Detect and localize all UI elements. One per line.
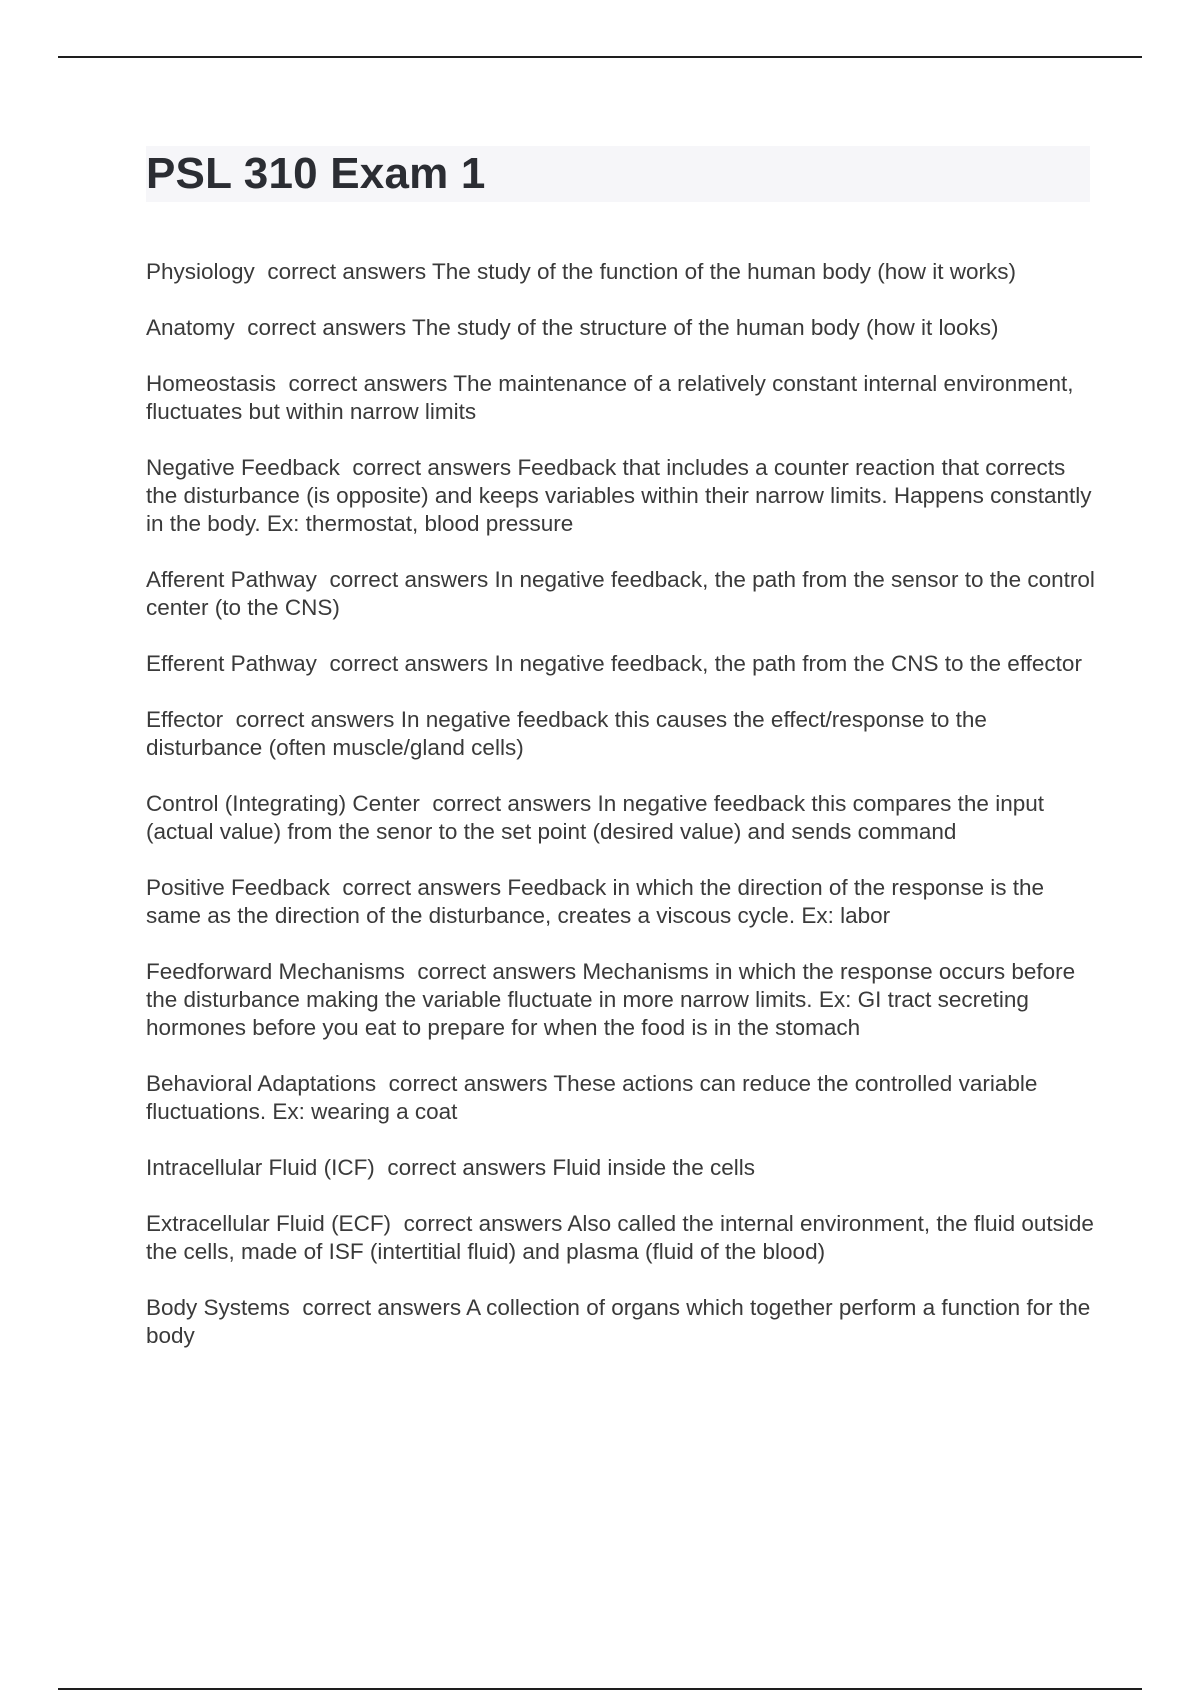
term: Body Systems — [146, 1295, 290, 1320]
term-list — [146, 258, 1096, 1378]
term-definition: The study of the structure of the human body (how it looks) — [411, 315, 999, 340]
term-entry — [146, 258, 1096, 286]
term-definition: In negative feedback, the path from the CNS to the effector — [494, 651, 1082, 676]
term-definition: A collection of organs which together perform a function for the body — [146, 1295, 1091, 1348]
term-definition: The maintenance of a relatively constant internal environment, fluctuates but within narrow limits — [146, 371, 1074, 424]
term-definition: Fluid inside the cells — [552, 1155, 755, 1180]
term-entry — [146, 314, 1096, 342]
term: Feedforward Mechanisms — [146, 959, 405, 984]
term-entry — [146, 650, 1096, 678]
term: Physiology — [146, 259, 255, 284]
term-definition: Also called the internal environment, the fluid outside the cells, made of ISF (intertitial fluid) and plasma (fluid of the blood) — [146, 1211, 1094, 1264]
term-separator: correct answers — [419, 791, 598, 816]
term-definition: These actions can reduce the controlled variable fluctuations. Ex: wearing a coat — [146, 1071, 1038, 1124]
term-entry — [146, 874, 1096, 930]
bottom-rule — [58, 1688, 1142, 1690]
term: Positive Feedback — [146, 875, 330, 900]
term-definition: Feedback in which the direction of the response is the same as the direction of the disturbance, creates a viscous cycle. Ex: labor — [146, 875, 1044, 928]
term-entry — [146, 1294, 1096, 1350]
term-entry — [146, 1154, 1096, 1182]
term-entry — [146, 958, 1096, 1042]
term: Behavioral Adaptations — [146, 1071, 377, 1096]
term-separator: correct answers — [316, 651, 495, 676]
term: Afferent Pathway — [146, 567, 317, 592]
term-separator: correct answers — [404, 959, 583, 984]
term-separator: correct answers — [391, 1211, 568, 1236]
term-entry — [146, 454, 1096, 538]
term-definition: Feedback that includes a counter reaction that corrects the disturbance (is opposite) and keeps variables within their narrow limits. Happens constantly in the body. Ex: thermostat, blood pressure — [146, 455, 1092, 536]
term-separator: correct answers — [276, 371, 454, 396]
term: Efferent Pathway — [146, 651, 317, 676]
term-separator: correct answers — [374, 1155, 553, 1180]
term: Effector — [146, 707, 224, 732]
term-separator: correct answers — [289, 1295, 467, 1320]
term-entry — [146, 790, 1096, 846]
term-separator: correct answers — [254, 259, 432, 284]
term-entry — [146, 1210, 1096, 1266]
term-definition: In negative feedback this causes the effect/response to the disturbance (often muscle/gland cells) — [146, 707, 987, 760]
term: Negative Feedback — [146, 455, 340, 480]
term: Anatomy — [146, 315, 235, 340]
document-title: PSL 310 Exam 1 — [146, 149, 486, 198]
term-definition: Mechanisms in which the response occurs before the disturbance making the variable fluctuate in more narrow limits. Ex: GI tract secreting hormones before you eat to prepare for when the food is in the stomach — [146, 959, 1076, 1040]
term-entry — [146, 1070, 1096, 1126]
term-separator: correct answers — [316, 567, 495, 592]
term: Extracellular Fluid (ECF) — [146, 1211, 392, 1236]
top-rule — [58, 56, 1142, 58]
term-separator: correct answers — [339, 455, 518, 480]
term-definition: The study of the function of the human body (how it works) — [431, 259, 1017, 284]
term-entry — [146, 706, 1096, 762]
term: Intracellular Fluid (ICF) — [146, 1155, 375, 1180]
term: Homeostasis — [146, 371, 277, 396]
term-entry — [146, 566, 1096, 622]
term-entry — [146, 370, 1096, 426]
term-separator: correct answers — [234, 315, 412, 340]
term-separator: correct answers — [329, 875, 508, 900]
term-separator: correct answers — [376, 1071, 554, 1096]
term-definition: In negative feedback this compares the input (actual value) from the senor to the set point (desired value) and sends command — [146, 791, 1044, 844]
term-definition: In negative feedback, the path from the sensor to the control center (to the CNS) — [146, 567, 1095, 620]
term: Control (Integrating) Center — [146, 791, 420, 816]
term-separator: correct answers — [223, 707, 401, 732]
